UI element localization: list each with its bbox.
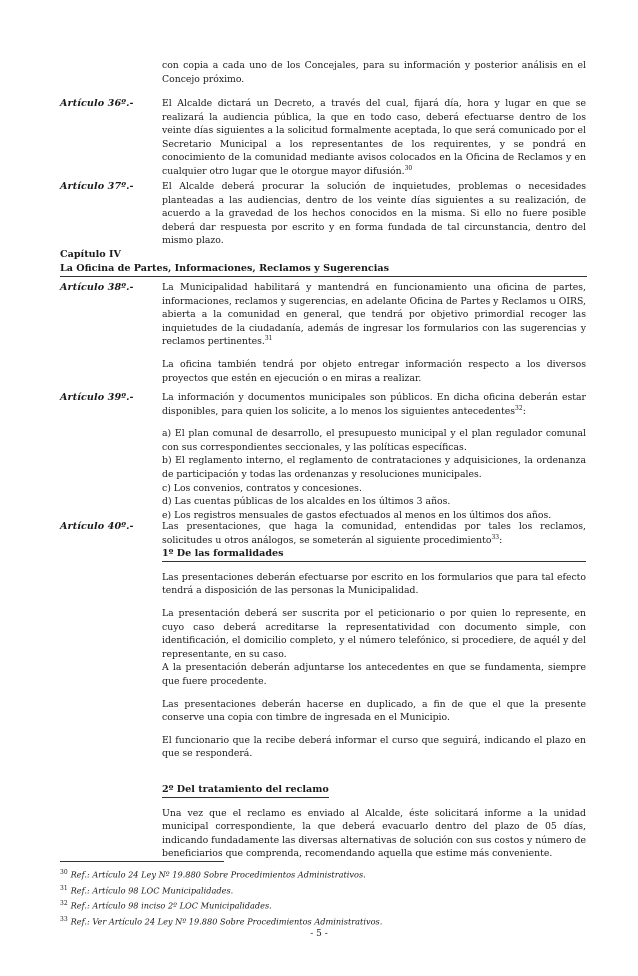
article-38-text: [162, 281, 586, 385]
list-item: c) Los convenios, contratos y concesiones.: [162, 482, 362, 494]
article-37-text: [162, 180, 586, 248]
article-37-body: El Alcalde deberá procurar la solución de inquietudes, problemas o necesidades planteadas a las audiencias, dentro de los veinte días siguientes a su realización, de acuerdo a la gravedad de los hechos conocidos en la misma. Si ello no fuere posible deberá dar respuesta por escrito y en forma fundada de tal circunstancia, dentro del mismo plazo.: [162, 181, 586, 247]
footnote-32: [60, 897, 587, 913]
article-39-p1-text: La información y documentos municipales son públicos. En dicha oficina deberán estar disponibles, para quien los solicite, a lo menos los siguientes antecedentes: [162, 392, 586, 417]
footnote-number: 31: [60, 884, 68, 892]
footnote-31: [60, 882, 587, 898]
chapter-number: Capítulo IV: [60, 249, 121, 260]
footnote-text: Ref.: Ver Artículo 24 Ley Nº 19.880 Sobre Procedimientos Administrativos.: [70, 916, 383, 927]
footnote-number: 30: [60, 869, 68, 876]
formalidades-paragraph-2: La presentación deberá ser suscrita por el peticionario o por quien lo represente, en cuyo caso deberá acreditarse la representatividad con documento simple, con identificación, el domicilio completo, y el número telefónico, si procediere, de aquél y del representante, en su caso.: [162, 607, 586, 660]
formalidades-paragraph-1: Las presentaciones deberán efectuarse por escrito en los formularios que para tal efecto tendrá a disposición de las personas la Municipalidad.: [162, 571, 586, 597]
article-39-paragraph-1: [162, 391, 586, 418]
footnote-33: [60, 913, 587, 929]
section-tratamiento-heading: 2º Del tratamiento del reclamo: [162, 783, 329, 798]
article-38-p1-text: La Municipalidad habilitará y mantendrá en funcionamiento una oficina de partes, informaciones, reclamos y sugerencias, en adelante Oficina de Partes y Reclamos u OIRS, abierta a la comunidad en general, que tendrá por objetivo primordial recoger las inquietudes de la ciudadanía, además de ingresar los formularios con las sugerencias y reclamos pertinentes.: [162, 282, 586, 348]
intro-paragraph: [162, 59, 586, 86]
article-36-label: Artículo 36º.-: [60, 98, 134, 109]
footnote-text: Ref.: Artículo 24 Ley Nº 19.880 Sobre Procedimientos Administrativos.: [70, 869, 366, 880]
article-40-text: [162, 520, 586, 861]
article-38-paragraph-1: [162, 281, 586, 349]
intro-text: con copia a cada uno de los Concejales, para su información y posterior análisis en el Concejo próximo.: [162, 60, 586, 85]
article-36-body: El Alcalde dictará un Decreto, a través del cual, fijará día, hora y lugar en que se realizará la audiencia pública, la que en todo caso, deberá efectuarse dentro de los veinte días siguientes a la solicitud formalmente aceptada, lo que será comunicado por el Secretario Municipal a los representantes de los requirentes, y se pondrá en conocimiento de la comunidad mediante avisos colocados en la Oficina de Reclamos y en cualquier otro lugar que le otorgue mayor difusión.: [162, 98, 586, 177]
article-39-list: [162, 427, 586, 522]
formalidades-paragraph-3: A la presentación deberán adjuntarse los antecedentes en que se fundamenta, siempre que fuere procedente.: [162, 662, 586, 687]
list-item: e) Los registros mensuales de gastos efectuados al menos en los últimos dos años.: [162, 509, 552, 521]
article-39-label: Artículo 39º.-: [60, 392, 134, 403]
article-38-label: Artículo 38º.-: [60, 282, 134, 293]
formalidades-paragraph-5: El funcionario que la recibe deberá informar el curso que seguirá, indicando el plazo en que se responderá.: [162, 734, 586, 760]
list-item: b) El reglamento interno, el reglamento de contrataciones y adquisiciones, la ordenanza de participación y todas las ordenanzas y resoluciones municipales.: [162, 455, 586, 480]
list-item: a) El plan comunal de desarrollo, el presupuesto municipal y el plan regulador comunal con sus correspondientes seccionales, y las políticas específicas.: [162, 428, 586, 453]
formalidades-paragraph-4: Las presentaciones deberán hacerse en duplicado, a fin de que el que la presente conserve una copia con timbre de ingresada en el Municipio.: [162, 698, 586, 724]
section-formalidades-heading: 1º De las formalidades: [162, 547, 586, 562]
footnote-text: Ref.: Artículo 98 inciso 2º LOC Municipalidades.: [70, 901, 272, 912]
page-number: - 5 -: [310, 929, 328, 939]
footnote-ref-32[interactable]: 32: [515, 404, 523, 412]
tratamiento-paragraph-1: Una vez que el reclamo es enviado al Alcalde, éste solicitará informe a la unidad municipal correspondiente, la que deberá evacuarlo dentro del plazo de 05 días, indicando fundadamente las diversas alternativas de solución con sus costos y número de beneficiarios que comprenda, recomendando aquella que estime más conveniente.: [162, 807, 586, 860]
footnote-ref-30[interactable]: 30: [404, 164, 413, 172]
article-40-p1-text: Las presentaciones, que haga la comunidad, entendidas por tales los reclamos, solicitudes u otros análogos, se someterán al siguiente procedimiento: [162, 521, 586, 546]
article-39-text: [162, 391, 586, 522]
chapter-title: La Oficina de Partes, Informaciones, Reclamos y Sugerencias: [60, 262, 587, 278]
footnotes: [60, 866, 587, 929]
article-39-p1-end: :: [522, 405, 526, 417]
article-40-p1-end: :: [499, 534, 503, 546]
article-40-paragraph-1: [162, 520, 586, 547]
article-36-text: [162, 97, 586, 179]
list-item: d) Las cuentas públicas de los alcaldes en los últimos 3 años.: [162, 496, 451, 508]
article-37-label: Artículo 37º.-: [60, 181, 134, 192]
chapter-heading: [60, 248, 587, 277]
footnote-text: Ref.: Artículo 98 LOC Municipalidades.: [70, 885, 234, 896]
footnote-divider: [60, 861, 224, 862]
article-40-label: Artículo 40º.-: [60, 521, 134, 532]
footnote-ref-33[interactable]: 33: [491, 533, 500, 541]
footnote-number: 33: [60, 916, 68, 924]
footnote-30: [60, 866, 587, 882]
footnote-ref-31[interactable]: 31: [264, 335, 273, 343]
article-38-paragraph-2: La oficina también tendrá por objeto entregar información respecto a los diversos proyectos que estén en ejecución o en miras a realizar.: [162, 358, 586, 384]
footnote-number: 32: [60, 900, 68, 908]
